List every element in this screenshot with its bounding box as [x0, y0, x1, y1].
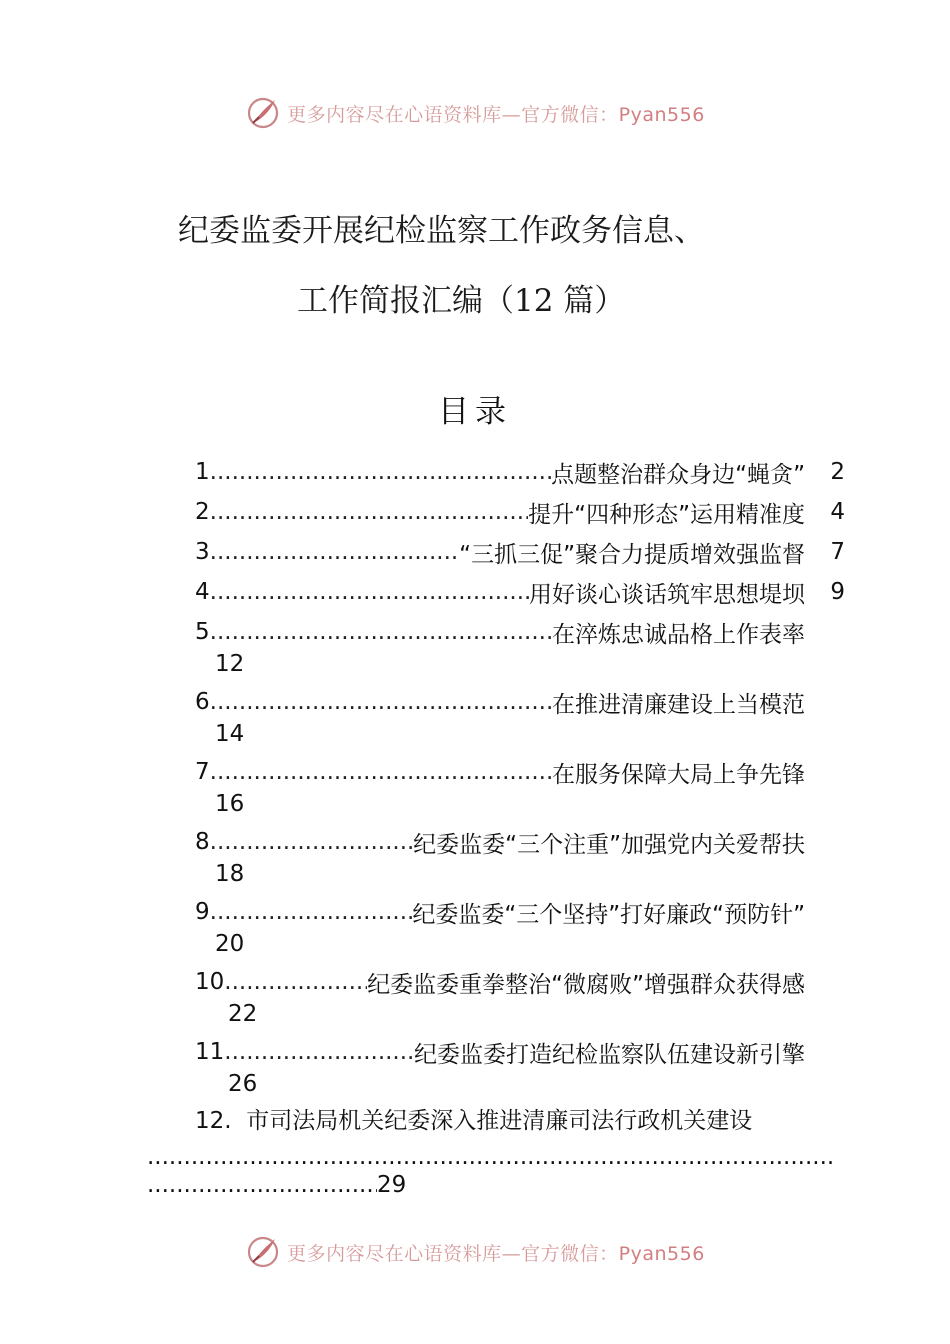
toc-item-number: 6 — [195, 689, 210, 715]
toc-item-number: 9 — [195, 899, 210, 925]
toc-item-page: 7 — [830, 539, 845, 565]
toc-item-page: 29 — [377, 1172, 407, 1198]
toc-item-title: “三抓三促”聚合力提质增效强监督 — [459, 541, 805, 568]
leader-dots — [147, 1172, 377, 1198]
toc-item-12[interactable] — [195, 1102, 752, 1135]
leader-dots — [224, 1039, 414, 1065]
leader-dots — [210, 689, 552, 715]
toc-item-12-page-line — [147, 1172, 832, 1198]
toc-item-title: 纪委监委重拳整治“微腐败”增强群众获得感 — [367, 971, 805, 998]
toc-item-7[interactable] — [195, 752, 845, 822]
toc-item-page: 22 — [228, 1001, 258, 1027]
toc-item-page: 2 — [830, 459, 845, 485]
leader-dots — [210, 539, 460, 565]
toc-item-title: 在推进清廉建设上当模范 — [552, 691, 805, 718]
toc-item-8[interactable] — [195, 822, 845, 892]
toc-item-1[interactable] — [195, 452, 845, 492]
toc-item-11[interactable] — [195, 1032, 845, 1102]
toc-item-page: 9 — [830, 579, 845, 605]
leader-dots — [210, 579, 529, 605]
leader-dots — [210, 459, 552, 485]
toc-item-title: 纪委监委打造纪检监察队伍建设新引擎 — [414, 1041, 805, 1068]
toc-item-title: 用好谈心谈话筑牢思想堤坝 — [529, 581, 805, 608]
toc-item-4[interactable] — [195, 572, 845, 612]
footer-banner — [0, 1232, 950, 1272]
toc-item-3[interactable] — [195, 532, 845, 572]
toc-item-number: 7 — [195, 759, 210, 785]
toc-item-title: 纪委监委“三个坚持”打好廉政“预防针” — [412, 901, 805, 928]
toc-heading: 目录 — [438, 394, 512, 430]
leader-dots — [147, 1144, 832, 1170]
leader-dots — [210, 899, 413, 925]
leader-dots — [210, 499, 529, 525]
toc-item-number: 10 — [195, 969, 225, 995]
toc-item-number: 12. — [195, 1108, 232, 1134]
wechat-account: Pyan556 — [618, 1242, 705, 1265]
toc-item-page: 4 — [830, 499, 845, 525]
header-banner — [0, 93, 950, 133]
toc-item-page: 16 — [215, 791, 245, 817]
leader-dots — [210, 759, 552, 785]
toc-item-number: 4 — [195, 579, 210, 605]
leader-dots — [210, 829, 414, 855]
banner-text: 更多内容尽在心语资料库—官方微信：Pyan556 — [287, 1242, 705, 1265]
table-of-contents — [195, 452, 845, 1102]
toc-item-page: 20 — [215, 931, 245, 957]
toc-item-number: 11 — [195, 1039, 225, 1065]
toc-item-title: 在服务保障大局上争先锋 — [552, 761, 805, 788]
toc-item-2[interactable] — [195, 492, 845, 532]
toc-item-title: 市司法局机关纪委深入推进清廉司法行政机关建设 — [246, 1108, 753, 1134]
toc-item-10[interactable] — [195, 962, 845, 1032]
toc-item-6[interactable] — [195, 682, 845, 752]
toc-item-page: 12 — [215, 651, 245, 677]
toc-item-title: 纪委监委“三个注重”加强党内关爱帮扶 — [413, 831, 805, 858]
quill-logo-icon — [245, 95, 281, 131]
quill-logo-icon — [245, 1234, 281, 1270]
toc-item-number: 2 — [195, 499, 210, 525]
toc-item-title: 在淬炼忠诚品格上作表率 — [552, 621, 805, 648]
leader-dots — [210, 619, 552, 645]
toc-item-number: 3 — [195, 539, 210, 565]
toc-item-title: 提升“四种形态”运用精准度 — [528, 501, 805, 528]
document-title-line-1: 纪委监委开展纪检监察工作政务信息、 — [178, 213, 705, 249]
toc-item-page: 18 — [215, 861, 245, 887]
leader-dots — [224, 969, 367, 995]
toc-item-9[interactable] — [195, 892, 845, 962]
toc-item-title: 点题整治群众身边“蝇贪” — [551, 461, 805, 488]
banner-text: 更多内容尽在心语资料库—官方微信：Pyan556 — [287, 103, 705, 126]
toc-item-page: 26 — [228, 1071, 258, 1097]
toc-item-5[interactable] — [195, 612, 845, 682]
document-title-line-2: 工作简报汇编（12 篇） — [297, 283, 626, 319]
toc-item-number: 5 — [195, 619, 210, 645]
wechat-account: Pyan556 — [618, 103, 705, 126]
toc-item-page: 14 — [215, 721, 245, 747]
toc-item-number: 8 — [195, 829, 210, 855]
toc-item-number: 1 — [195, 459, 210, 485]
